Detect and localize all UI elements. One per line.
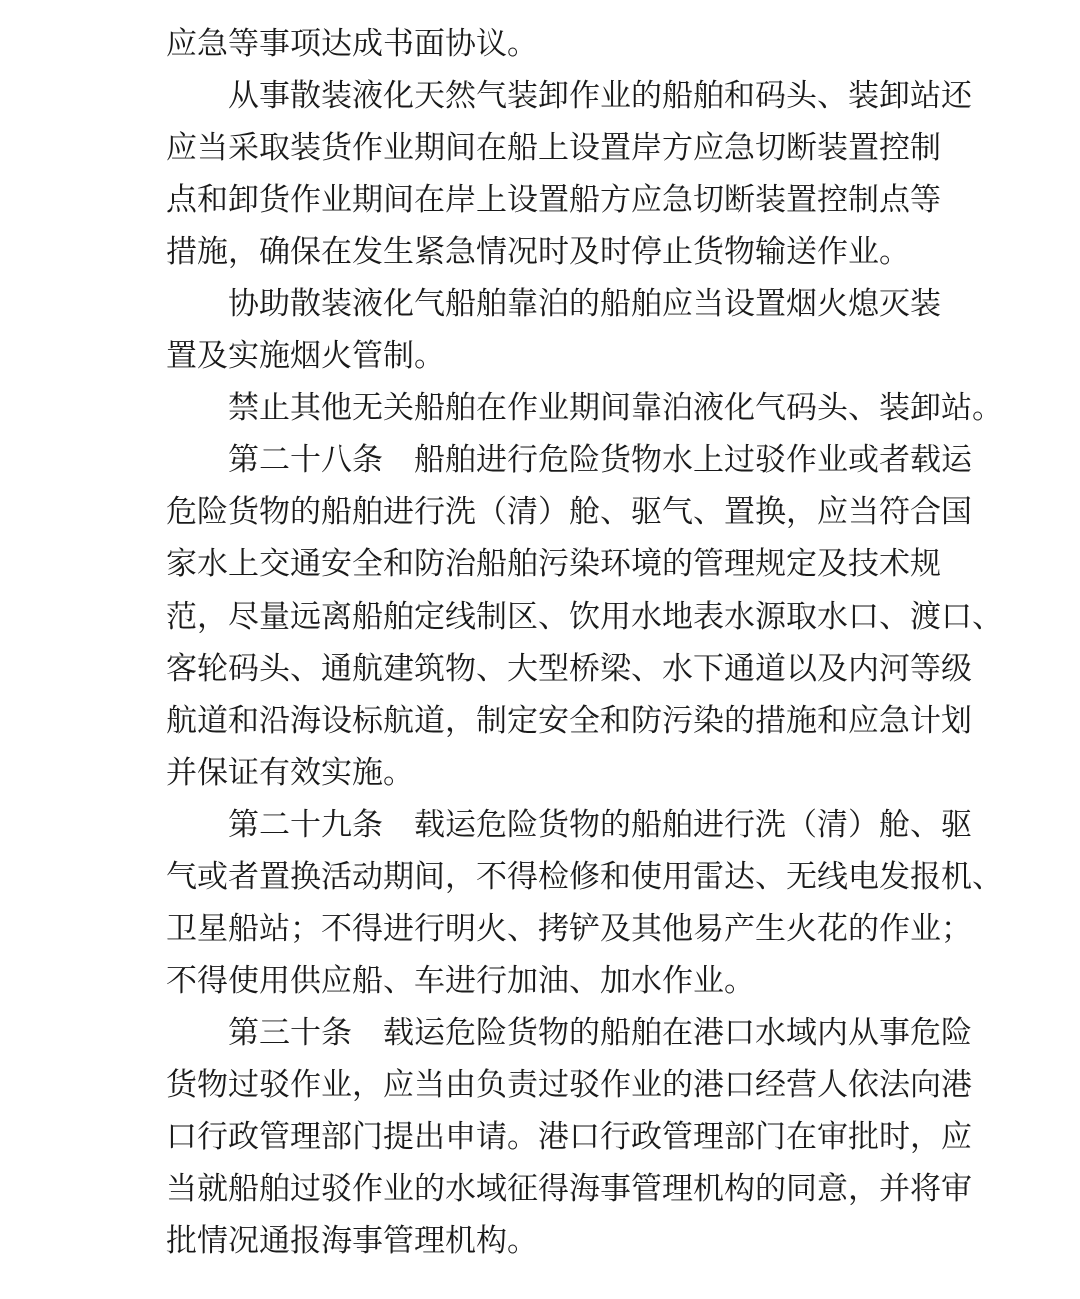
text-line: 气或者置换活动期间，不得检修和使用雷达、无线电发报机、 xyxy=(166,858,1003,895)
text-line: 卫星船站；不得进行明火、拷铲及其他易产生火花的作业； xyxy=(166,910,972,947)
text-line: 应当采取装货作业期间在船上设置岸方应急切断装置控制 xyxy=(166,130,941,167)
text-line: 客轮码头、通航建筑物、大型桥梁、水下通道以及内河等级 xyxy=(166,650,972,687)
text-line: 范，尽量远离船舶定线制区、饮用水地表水源取水口、渡口、 xyxy=(166,598,1003,635)
text-line: 协助散装液化气船舶靠泊的船舶应当设置烟火熄灭装 xyxy=(228,286,941,323)
text-line: 批情况通报海事管理机构。 xyxy=(166,1223,538,1260)
text-line: 家水上交通安全和防治船舶污染环境的管理规定及技术规 xyxy=(166,546,941,583)
text-line: 禁止其他无关船舶在作业期间靠泊液化气码头、装卸站。 xyxy=(228,390,1003,427)
text-line: 口行政管理部门提出申请。港口行政管理部门在审批时，应 xyxy=(166,1118,972,1155)
text-line: 从事散装液化天然气装卸作业的船舶和码头、装卸站还 xyxy=(228,78,972,115)
text-line: 置及实施烟火管制。 xyxy=(166,338,445,375)
text-line: 第二十八条 船舶进行危险货物水上过驳作业或者载运 xyxy=(228,442,972,479)
text-line: 措施，确保在发生紧急情况时及时停止货物输送作业。 xyxy=(166,234,910,271)
text-line: 点和卸货作业期间在岸上设置船方应急切断装置控制点等 xyxy=(166,182,941,219)
text-line: 应急等事项达成书面协议。 xyxy=(166,26,538,62)
text-line: 并保证有效实施。 xyxy=(166,754,414,791)
text-line: 不得使用供应船、车进行加油、加水作业。 xyxy=(166,962,755,999)
document-page xyxy=(166,18,1003,1267)
text-line: 危险货物的船舶进行洗（清）舱、驱气、置换，应当符合国 xyxy=(166,494,972,531)
text-line: 航道和沿海设标航道，制定安全和防污染的措施和应急计划 xyxy=(166,702,972,739)
text-line: 当就船舶过驳作业的水域征得海事管理机构的同意，并将审 xyxy=(166,1171,972,1208)
text-line: 货物过驳作业，应当由负责过驳作业的港口经营人依法向港 xyxy=(166,1066,972,1103)
text-line: 第三十条 载运危险货物的船舶在港口水域内从事危险 xyxy=(228,1014,972,1051)
text-line: 第二十九条 载运危险货物的船舶进行洗（清）舱、驱 xyxy=(228,806,972,843)
